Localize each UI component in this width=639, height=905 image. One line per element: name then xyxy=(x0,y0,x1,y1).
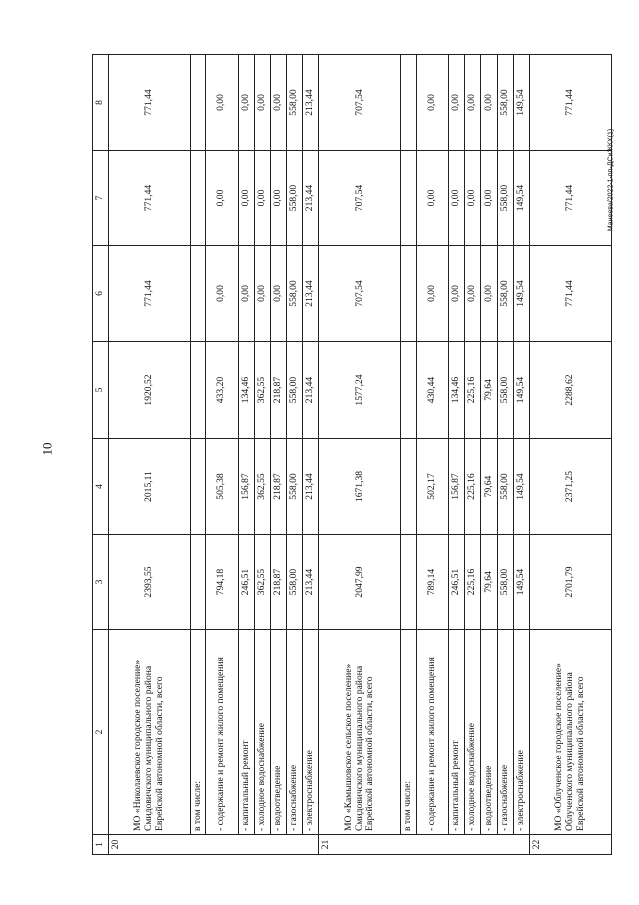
value-cell-col-3: 218,87 xyxy=(270,535,286,630)
value-cell-col-8: 0,00 xyxy=(481,55,497,151)
value-cell-col-7: 0,00 xyxy=(238,151,254,246)
value-cell-col-5: 79,64 xyxy=(481,342,497,439)
table-body xyxy=(109,55,612,855)
value-cell-col-7 xyxy=(401,151,416,246)
value-cell-col-8: 558,00 xyxy=(497,55,513,151)
table-row xyxy=(401,55,416,855)
value-cell-col-5: 134,46 xyxy=(448,342,464,439)
table-row xyxy=(287,55,303,855)
row-label: - водоотведение xyxy=(481,630,497,835)
value-cell-col-6: 0,00 xyxy=(465,246,481,342)
value-cell-col-4: 1671,38 xyxy=(319,439,401,535)
row-number: 21 xyxy=(319,835,529,855)
value-cell-col-4: 79,64 xyxy=(481,439,497,535)
table-row xyxy=(254,55,270,855)
table-row xyxy=(238,55,254,855)
value-cell-col-4: 218,87 xyxy=(270,439,286,535)
page-number: 10 xyxy=(39,442,55,456)
value-cell-col-5: 558,00 xyxy=(497,342,513,439)
value-cell-col-6: 771,44 xyxy=(109,246,191,342)
side-note-text: Манеева/2022-1-пп-ДСиЖКХ(1) xyxy=(607,128,615,232)
value-cell-col-7: 0,00 xyxy=(465,151,481,246)
value-cell-col-6: 0,00 xyxy=(206,246,238,342)
column-header-7: 7 xyxy=(93,151,109,246)
table-row xyxy=(513,55,529,855)
value-cell-col-8: 0,00 xyxy=(448,55,464,151)
row-label: МО «Николаевское городское поселение» Смидовичского муниципального района Еврейской автономной области, всего xyxy=(109,630,191,835)
value-cell-col-8: 707,54 xyxy=(319,55,401,151)
value-cell-col-4: 558,00 xyxy=(497,439,513,535)
value-cell-col-3: 2393,55 xyxy=(109,535,191,630)
value-cell-col-3: 789,14 xyxy=(416,535,448,630)
value-cell-col-6: 213,44 xyxy=(303,246,319,342)
row-number: 22 xyxy=(529,835,611,855)
value-cell-col-3: 558,00 xyxy=(497,535,513,630)
value-cell-col-3: 246,51 xyxy=(448,535,464,630)
value-cell-col-7: 558,00 xyxy=(287,151,303,246)
row-label: в том числе: xyxy=(191,630,206,835)
value-cell-col-4 xyxy=(191,439,206,535)
value-cell-col-7: 0,00 xyxy=(481,151,497,246)
value-cell-col-7: 707,54 xyxy=(319,151,401,246)
value-cell-col-7: 149,54 xyxy=(513,151,529,246)
value-cell-col-5: 433,20 xyxy=(206,342,238,439)
row-label: МО «Облученское городское поселение» Облученского муниципального района Еврейской автономной области, всего xyxy=(529,630,611,835)
value-cell-col-7 xyxy=(191,151,206,246)
value-cell-col-5: 1577,24 xyxy=(319,342,401,439)
value-cell-col-6: 0,00 xyxy=(270,246,286,342)
value-cell-col-8: 771,44 xyxy=(529,55,611,151)
rotated-table-container xyxy=(92,55,612,855)
value-cell-col-5: 225,16 xyxy=(465,342,481,439)
value-cell-col-8: 0,00 xyxy=(416,55,448,151)
column-header-4: 4 xyxy=(93,439,109,535)
value-cell-col-5: 134,46 xyxy=(238,342,254,439)
row-label: - холодное водоснабжение xyxy=(254,630,270,835)
value-cell-col-5 xyxy=(191,342,206,439)
value-cell-col-3: 794,18 xyxy=(206,535,238,630)
value-cell-col-5 xyxy=(401,342,416,439)
row-label: - газоснабжение xyxy=(287,630,303,835)
value-cell-col-3: 149,54 xyxy=(513,535,529,630)
value-cell-col-5: 218,87 xyxy=(270,342,286,439)
table-row xyxy=(206,55,238,855)
value-cell-col-3: 246,51 xyxy=(238,535,254,630)
table-row xyxy=(270,55,286,855)
table-row xyxy=(191,55,206,855)
value-cell-col-3: 79,64 xyxy=(481,535,497,630)
value-cell-col-7: 0,00 xyxy=(270,151,286,246)
table-row xyxy=(529,55,611,855)
value-cell-col-6 xyxy=(401,246,416,342)
value-cell-col-7: 0,00 xyxy=(254,151,270,246)
value-cell-col-6: 558,00 xyxy=(497,246,513,342)
value-cell-col-4: 505,38 xyxy=(206,439,238,535)
value-cell-col-5: 362,55 xyxy=(254,342,270,439)
value-cell-col-3: 2047,99 xyxy=(319,535,401,630)
value-cell-col-3 xyxy=(191,535,206,630)
value-cell-col-7: 771,44 xyxy=(529,151,611,246)
data-table xyxy=(92,54,612,855)
value-cell-col-6: 0,00 xyxy=(254,246,270,342)
value-cell-col-4: 156,87 xyxy=(448,439,464,535)
value-cell-col-4: 502,17 xyxy=(416,439,448,535)
value-cell-col-4: 149,54 xyxy=(513,439,529,535)
table-row xyxy=(416,55,448,855)
value-cell-col-3: 558,00 xyxy=(287,535,303,630)
table-row xyxy=(481,55,497,855)
table-row xyxy=(465,55,481,855)
column-header-1: 1 xyxy=(93,835,109,855)
value-cell-col-3: 225,16 xyxy=(465,535,481,630)
row-label: - содержание и ремонт жилого помещения xyxy=(416,630,448,835)
value-cell-col-6: 149,54 xyxy=(513,246,529,342)
value-cell-col-8: 0,00 xyxy=(206,55,238,151)
value-cell-col-8: 0,00 xyxy=(254,55,270,151)
value-cell-col-7: 771,44 xyxy=(109,151,191,246)
row-label: - содержание и ремонт жилого помещения xyxy=(206,630,238,835)
table-row xyxy=(497,55,513,855)
row-label: - холодное водоснабжение xyxy=(465,630,481,835)
value-cell-col-5: 1920,52 xyxy=(109,342,191,439)
value-cell-col-4: 2015,11 xyxy=(109,439,191,535)
row-label: в том числе: xyxy=(401,630,416,835)
value-cell-col-5: 213,44 xyxy=(303,342,319,439)
value-cell-col-6: 0,00 xyxy=(238,246,254,342)
row-label: - капитальный ремонт xyxy=(448,630,464,835)
value-cell-col-8: 0,00 xyxy=(238,55,254,151)
value-cell-col-4: 362,55 xyxy=(254,439,270,535)
value-cell-col-6: 0,00 xyxy=(416,246,448,342)
value-cell-col-8: 0,00 xyxy=(270,55,286,151)
column-header-3: 3 xyxy=(93,535,109,630)
row-label: - электроснабжение xyxy=(513,630,529,835)
value-cell-col-5: 149,54 xyxy=(513,342,529,439)
column-header-2: 2 xyxy=(93,630,109,835)
value-cell-col-8 xyxy=(191,55,206,151)
table-row xyxy=(319,55,401,855)
value-cell-col-3: 362,55 xyxy=(254,535,270,630)
value-cell-col-8: 213,44 xyxy=(303,55,319,151)
value-cell-col-6: 558,00 xyxy=(287,246,303,342)
value-cell-col-5: 2288,62 xyxy=(529,342,611,439)
value-cell-col-8: 558,00 xyxy=(287,55,303,151)
value-cell-col-4: 558,00 xyxy=(287,439,303,535)
value-cell-col-7: 213,44 xyxy=(303,151,319,246)
table-row xyxy=(303,55,319,855)
value-cell-col-6: 771,44 xyxy=(529,246,611,342)
value-cell-col-6: 0,00 xyxy=(448,246,464,342)
value-cell-col-4: 156,87 xyxy=(238,439,254,535)
value-cell-col-6: 0,00 xyxy=(481,246,497,342)
row-label: - газоснабжение xyxy=(497,630,513,835)
value-cell-col-4: 213,44 xyxy=(303,439,319,535)
value-cell-col-6: 707,54 xyxy=(319,246,401,342)
value-cell-col-4: 225,16 xyxy=(465,439,481,535)
value-cell-col-6 xyxy=(191,246,206,342)
value-cell-col-7: 0,00 xyxy=(206,151,238,246)
table-row xyxy=(448,55,464,855)
value-cell-col-3 xyxy=(401,535,416,630)
row-label: - электроснабжение xyxy=(303,630,319,835)
value-cell-col-4 xyxy=(401,439,416,535)
row-label: - водоотведение xyxy=(270,630,286,835)
value-cell-col-3: 2701,79 xyxy=(529,535,611,630)
value-cell-col-7: 0,00 xyxy=(448,151,464,246)
value-cell-col-8: 771,44 xyxy=(109,55,191,151)
row-number: 20 xyxy=(109,835,319,855)
value-cell-col-5: 558,00 xyxy=(287,342,303,439)
column-header-8: 8 xyxy=(93,55,109,151)
value-cell-col-4: 2371,25 xyxy=(529,439,611,535)
header-row xyxy=(93,55,109,855)
value-cell-col-8 xyxy=(401,55,416,151)
column-header-5: 5 xyxy=(93,342,109,439)
value-cell-col-8: 149,54 xyxy=(513,55,529,151)
table-header xyxy=(93,55,109,855)
value-cell-col-5: 430,44 xyxy=(416,342,448,439)
value-cell-col-7: 0,00 xyxy=(416,151,448,246)
column-header-6: 6 xyxy=(93,246,109,342)
row-label: МО «Камышовское сельское поселение» Смидовичского муниципального района Еврейской автономной области, всего xyxy=(319,630,401,835)
value-cell-col-7: 558,00 xyxy=(497,151,513,246)
row-label: - капитальный ремонт xyxy=(238,630,254,835)
table-row xyxy=(109,55,191,855)
value-cell-col-3: 213,44 xyxy=(303,535,319,630)
value-cell-col-8: 0,00 xyxy=(465,55,481,151)
